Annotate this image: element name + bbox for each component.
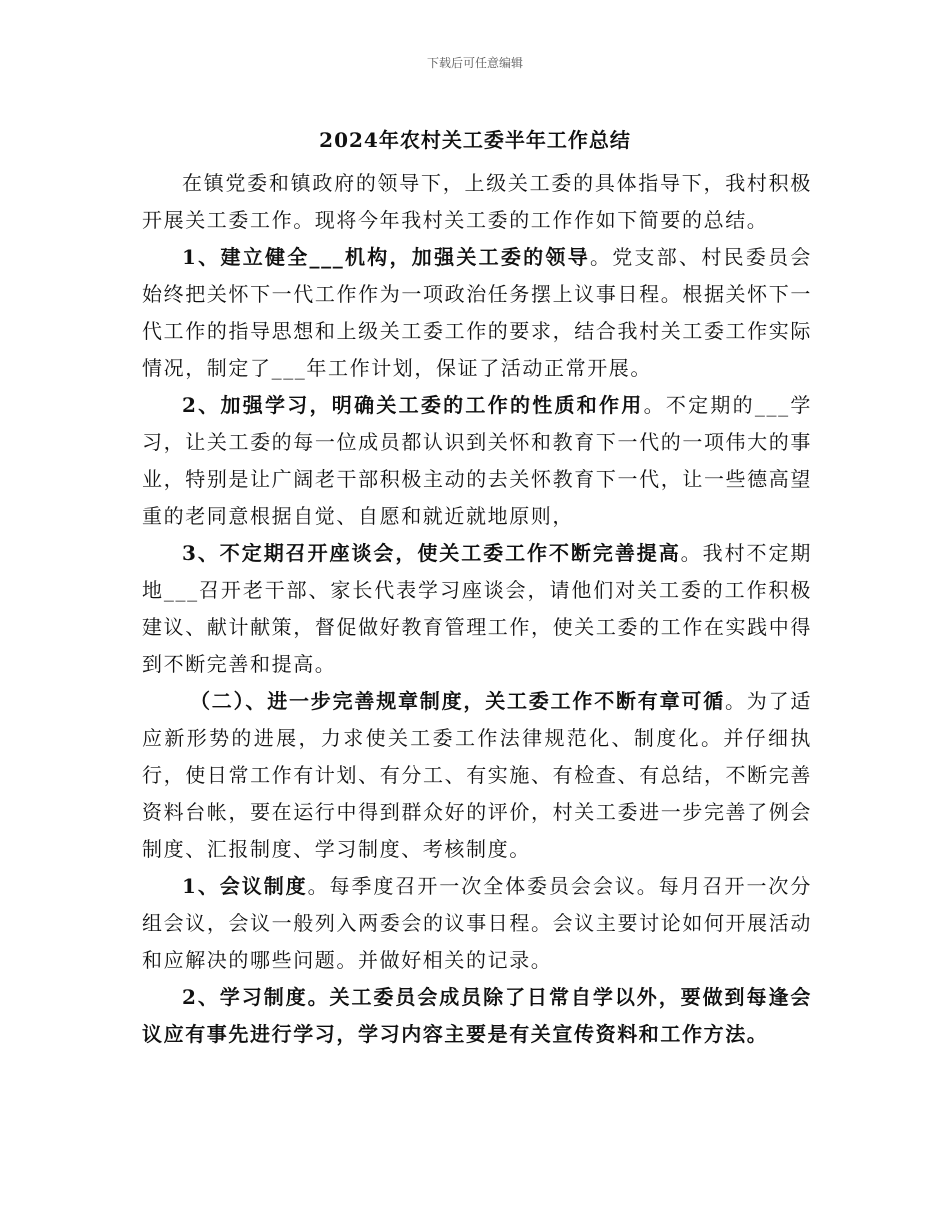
- section-1-paragraph: [142, 239, 812, 387]
- paragraph-lead: 1、建立健全___机构，加强关工委的领导: [182, 245, 590, 269]
- paragraph-text: 。我村不定期地___召开老干部、家长代表学习座谈会，请他们对关工委的工作积极建议、献计献策，督促做好教育管理工作，使关工委的工作在实践中得到不断完善和提高。: [142, 541, 812, 676]
- header-note: 下载后可任意编辑: [426, 56, 523, 70]
- document-body: [142, 165, 812, 1053]
- paragraph-lead: 2、加强学习，明确关工委的工作的性质和作用: [182, 393, 644, 417]
- intro-paragraph: [142, 165, 812, 239]
- paragraph-text: 在镇党委和镇政府的领导下，上级关工委的具体指导下，我村积极开展关工委工作。现将今年我村关工委的工作作如下简要的总结。: [142, 171, 812, 232]
- study-system-paragraph: [142, 979, 812, 1053]
- paragraph-text: 。党支部、村民委员会始终把关怀下一代工作作为一项政治任务摆上议事日程。根据关怀下一代工作的指导思想和上级关工委工作的要求，结合我村关工委工作实际情况，制定了___年工作计划，保证了活动正常开展。: [142, 245, 812, 380]
- paragraph-text: 。不定期的___学习，让关工委的每一位成员都认识到关怀和教育下一代的一项伟大的事业，特别是让广阔老干部积极主动的去关怀教育下一代，让一些德高望重的老同意根据自觉、自愿和就近就地原则，: [142, 393, 812, 528]
- document-title: 2024年农村关工委半年工作总结: [319, 128, 631, 152]
- paragraph-lead: （二）、进一步完善规章制度，关工委工作不断有章可循: [190, 689, 725, 713]
- meeting-system-paragraph: [142, 868, 812, 979]
- part-two-paragraph: [142, 683, 812, 868]
- paragraph-text: 。为了适应新形势的进展，力求使关工委工作法律规范化、制度化。并仔细执行，使日常工作有计划、有分工、有实施、有检查、有总结，不断完善资料台帐，要在运行中得到群众好的评价，村关工委进一步完善了例会制度、汇报制度、学习制度、考核制度。: [142, 689, 812, 861]
- paragraph-lead: 1、会议制度: [182, 874, 308, 898]
- paragraph-text: 。每季度召开一次全体委员会会议。每月召开一次分组会议，会议一般列入两委会的议事日程。会议主要讨论如何开展活动和应解决的哪些问题。并做好相关的记录。: [142, 874, 812, 972]
- paragraph-lead: 2、学习制度。关工委员会成员除了日常自学以外，要做到每逢会议应有事先进行学习，学习内容主要是有关宣传资料和工作方法。: [142, 985, 812, 1046]
- section-3-paragraph: [142, 535, 812, 683]
- section-2-paragraph: [142, 387, 812, 535]
- paragraph-lead: 3、不定期召开座谈会，使关工委工作不断完善提高: [182, 541, 681, 565]
